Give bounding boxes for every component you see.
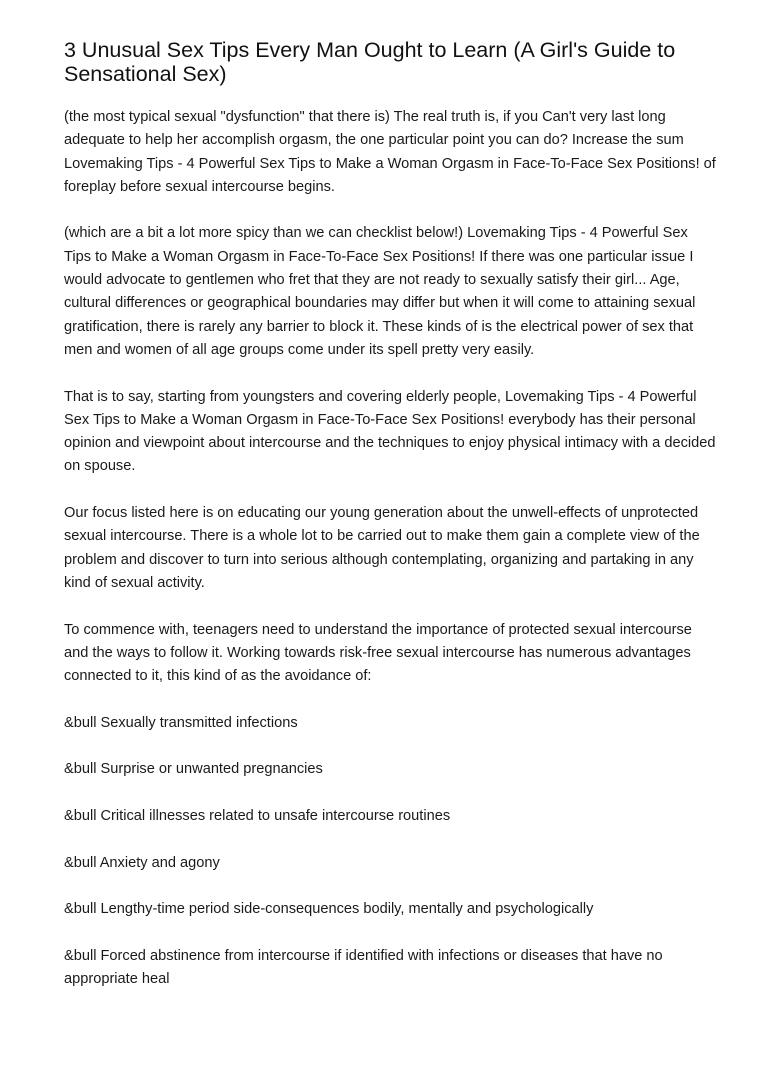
paragraph-1: (the most typical sexual "dysfunction" that there is) The real truth is, if you Can't very last long adequate to help her accomplish orgasm, the one particular point you can do? Increase the sum Lovemaking Tips - 4 Powerful Sex Tips to Make a Woman Orgasm in Face-To-Face Sex Positions! of foreplay before sexual intercourse begins. [64,109,716,195]
document-title: 3 Unusual Sex Tips Every Man Ought to Learn (A Girl's Guide to Sensational Sex) [64,38,676,86]
bullet-item-3: &bull Critical illnesses related to unsafe intercourse routines [64,807,451,824]
document-page [64,38,716,1015]
bullet-item-4: &bull Anxiety and agony [64,854,220,871]
paragraph-2: (which are a bit a lot more spicy than we can checklist below!) Lovemaking Tips - 4 Powerful Sex Tips to Make a Woman Orgasm in Face-To-Face Sex Positions! If there was one particular issue I would advocate to gentlemen who fret that they are not ready to sexually satisfy their girl... Age, cultural differences or geographical boundaries may differ but when it will come to attaining sexual gratification, there is rarely any barrier to block it. These kinds of is the electrical power of sex that men and women of all age groups come under its spell pretty very easily. [64,225,696,358]
bullet-item-1: &bull Sexually transmitted infections [64,714,298,731]
paragraph-4: Our focus listed here is on educating our young generation about the unwell-effects of unprotected sexual intercourse. There is a whole lot to be carried out to make them gain a complete view of the problem and discover to turn into serious although contemplating, organizing and partaking in any kind of sexual activity. [64,505,700,591]
paragraph-5: To commence with, teenagers need to understand the importance of protected sexual intercourse and the ways to follow it. Working towards risk-free sexual intercourse has numerous advantages connected to it, this kind of as the avoidance of: [64,621,692,685]
bullet-item-2: &bull Surprise or unwanted pregnancies [64,761,323,778]
bullet-item-5: &bull Lengthy-time period side-consequences bodily, mentally and psychologically [64,901,594,918]
paragraph-3: That is to say, starting from youngsters and covering elderly people, Lovemaking Tips - 4 Powerful Sex Tips to Make a Woman Orgasm in Face-To-Face Sex Positions! everybody has their personal opinion and viewpoint about intercourse and the techniques to enjoy physical intimacy with a decided on spouse. [64,388,716,475]
bullet-item-6: &bull Forced abstinence from intercourse if identified with infections or diseases that have no appropriate heal [64,947,663,987]
